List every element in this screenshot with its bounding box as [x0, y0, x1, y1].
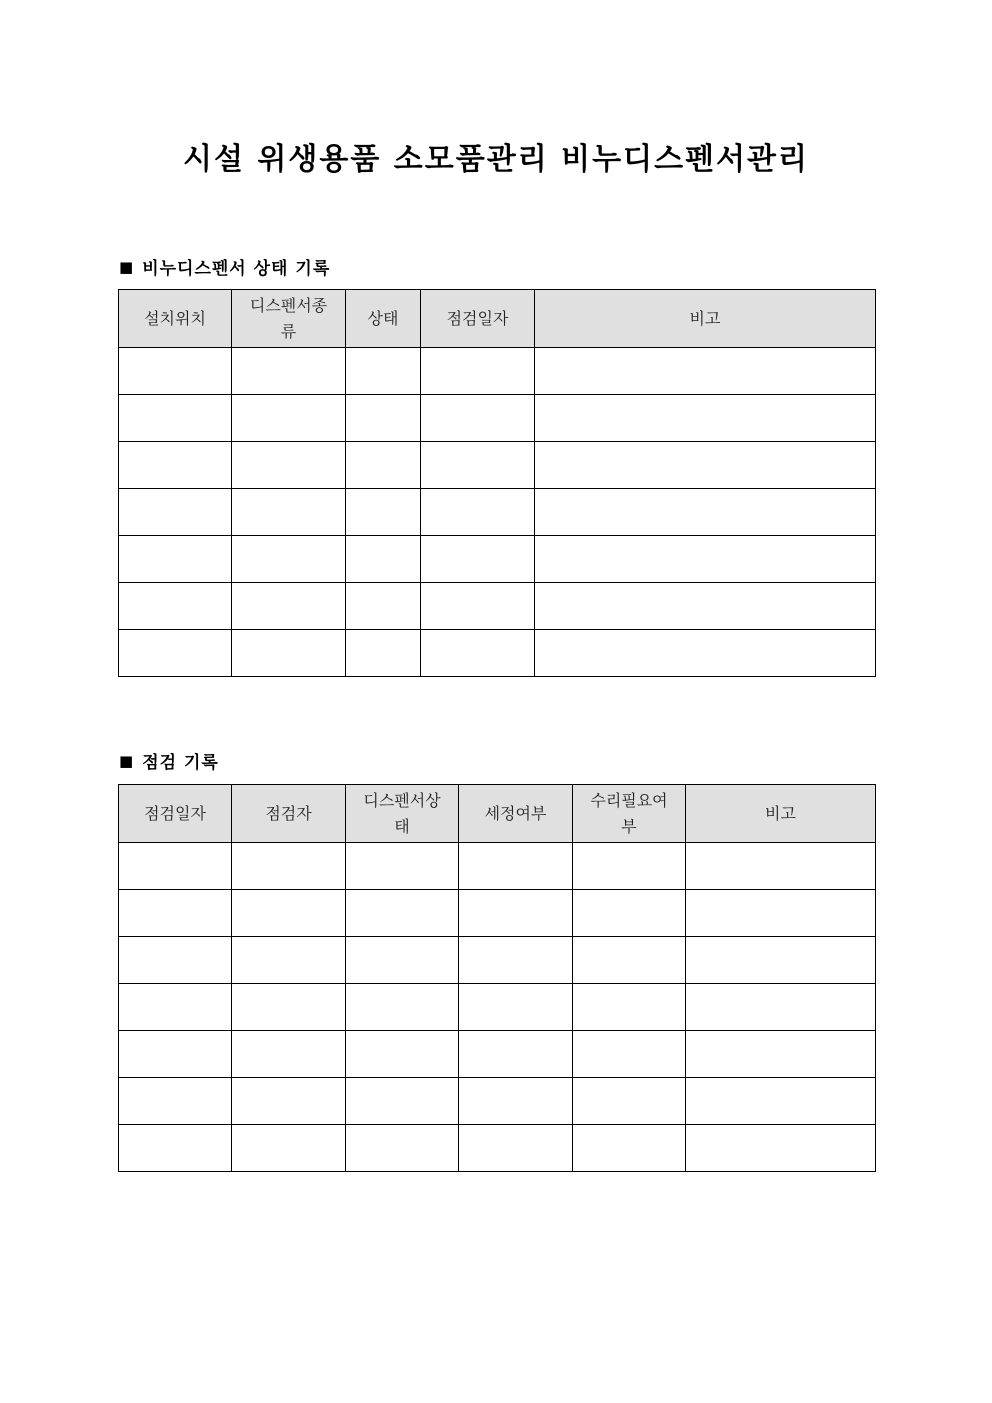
table-cell[interactable]	[686, 1031, 876, 1078]
table-cell[interactable]	[686, 890, 876, 937]
column-header-cleaned: 세정여부	[459, 785, 573, 843]
column-header-dispenser-type: 디스펜서종 류	[232, 290, 346, 348]
table-cell[interactable]	[686, 843, 876, 890]
table-cell[interactable]	[346, 348, 421, 395]
table-cell[interactable]	[459, 843, 573, 890]
table-cell[interactable]	[232, 984, 346, 1031]
table-cell[interactable]	[535, 395, 876, 442]
table-cell[interactable]	[459, 984, 573, 1031]
table-cell[interactable]	[421, 583, 535, 630]
table-row	[119, 937, 876, 984]
table-cell[interactable]	[535, 583, 876, 630]
table-cell[interactable]	[421, 536, 535, 583]
table-header-row	[119, 290, 876, 348]
inspection-log-table	[118, 784, 876, 1172]
dispenser-status-table	[118, 289, 876, 677]
table-cell[interactable]	[232, 395, 346, 442]
table-cell[interactable]	[535, 536, 876, 583]
table-cell[interactable]	[119, 489, 232, 536]
table-cell[interactable]	[535, 489, 876, 536]
table-row	[119, 890, 876, 937]
table-cell[interactable]	[232, 630, 346, 677]
table-row	[119, 984, 876, 1031]
table-cell[interactable]	[232, 1031, 346, 1078]
table-cell[interactable]	[119, 1078, 232, 1125]
column-header-remarks: 비고	[535, 290, 876, 348]
table-cell[interactable]	[573, 843, 686, 890]
table-row	[119, 489, 876, 536]
table-cell[interactable]	[232, 1125, 346, 1172]
table-cell[interactable]	[232, 937, 346, 984]
table-cell[interactable]	[346, 937, 459, 984]
table-cell[interactable]	[119, 1125, 232, 1172]
table-cell[interactable]	[686, 1125, 876, 1172]
table-cell[interactable]	[119, 442, 232, 489]
column-header-inspection-date: 점검일자	[421, 290, 535, 348]
table-cell[interactable]	[535, 348, 876, 395]
table-cell[interactable]	[459, 1031, 573, 1078]
square-bullet-icon: ■	[119, 257, 135, 276]
table-cell[interactable]	[232, 890, 346, 937]
page-title: 시설 위생용품 소모품관리 비누디스펜서관리	[183, 142, 809, 177]
column-header-inspection-date: 점검일자	[119, 785, 232, 843]
table-row	[119, 843, 876, 890]
table-cell[interactable]	[119, 937, 232, 984]
table-cell[interactable]	[346, 395, 421, 442]
column-header-remarks: 비고	[686, 785, 876, 843]
table-row	[119, 395, 876, 442]
section-heading-dispenser-status	[119, 254, 330, 279]
table-cell[interactable]	[232, 1078, 346, 1125]
table-row	[119, 1125, 876, 1172]
table-cell[interactable]	[119, 395, 232, 442]
column-header-dispenser-condition: 디스펜서상 태	[346, 785, 459, 843]
table-header-row	[119, 785, 876, 843]
section-heading-label: 비누디스펜서 상태 기록	[142, 259, 331, 279]
table-cell[interactable]	[119, 843, 232, 890]
table-cell[interactable]	[232, 442, 346, 489]
table-cell[interactable]	[573, 1031, 686, 1078]
table-cell[interactable]	[346, 442, 421, 489]
table-cell[interactable]	[232, 536, 346, 583]
table-cell[interactable]	[535, 442, 876, 489]
table-cell[interactable]	[686, 1078, 876, 1125]
table-cell[interactable]	[346, 1031, 459, 1078]
table-row	[119, 583, 876, 630]
table-cell[interactable]	[573, 1125, 686, 1172]
table-cell[interactable]	[686, 937, 876, 984]
table-cell[interactable]	[232, 843, 346, 890]
table-cell[interactable]	[421, 489, 535, 536]
table-cell[interactable]	[119, 984, 232, 1031]
table-cell[interactable]	[573, 1078, 686, 1125]
table-cell[interactable]	[573, 984, 686, 1031]
column-header-status: 상태	[346, 290, 421, 348]
section-heading-inspection-log	[119, 748, 219, 773]
table-cell[interactable]	[346, 630, 421, 677]
table-cell[interactable]	[232, 489, 346, 536]
table-cell[interactable]	[119, 890, 232, 937]
table-cell[interactable]	[119, 348, 232, 395]
table-cell[interactable]	[421, 395, 535, 442]
table-row	[119, 1031, 876, 1078]
column-header-location: 설치위치	[119, 290, 232, 348]
table-cell[interactable]	[119, 583, 232, 630]
table-row	[119, 536, 876, 583]
table-row	[119, 630, 876, 677]
table-row	[119, 1078, 876, 1125]
table-cell[interactable]	[346, 843, 459, 890]
table-cell[interactable]	[573, 890, 686, 937]
table-cell[interactable]	[421, 630, 535, 677]
table-cell[interactable]	[346, 489, 421, 536]
table-cell[interactable]	[686, 984, 876, 1031]
table-cell[interactable]	[119, 630, 232, 677]
table-cell[interactable]	[346, 536, 421, 583]
table-cell[interactable]	[232, 348, 346, 395]
section-heading-label: 점검 기록	[142, 753, 219, 773]
table-row	[119, 442, 876, 489]
table-cell[interactable]	[346, 583, 421, 630]
table-cell[interactable]	[346, 1125, 459, 1172]
table-cell[interactable]	[119, 536, 232, 583]
table-cell[interactable]	[535, 630, 876, 677]
table-cell[interactable]	[459, 1078, 573, 1125]
table-cell[interactable]	[346, 890, 459, 937]
table-cell[interactable]	[573, 937, 686, 984]
table-cell[interactable]	[346, 984, 459, 1031]
table-cell[interactable]	[421, 348, 535, 395]
square-bullet-icon: ■	[119, 751, 135, 770]
table-row	[119, 348, 876, 395]
table-cell[interactable]	[459, 1125, 573, 1172]
column-header-repair-needed: 수리필요여 부	[573, 785, 686, 843]
table-cell[interactable]	[119, 1031, 232, 1078]
table-cell[interactable]	[459, 937, 573, 984]
column-header-inspector: 점검자	[232, 785, 346, 843]
table-cell[interactable]	[346, 1078, 459, 1125]
table-cell[interactable]	[459, 890, 573, 937]
table-cell[interactable]	[421, 442, 535, 489]
table-cell[interactable]	[232, 583, 346, 630]
